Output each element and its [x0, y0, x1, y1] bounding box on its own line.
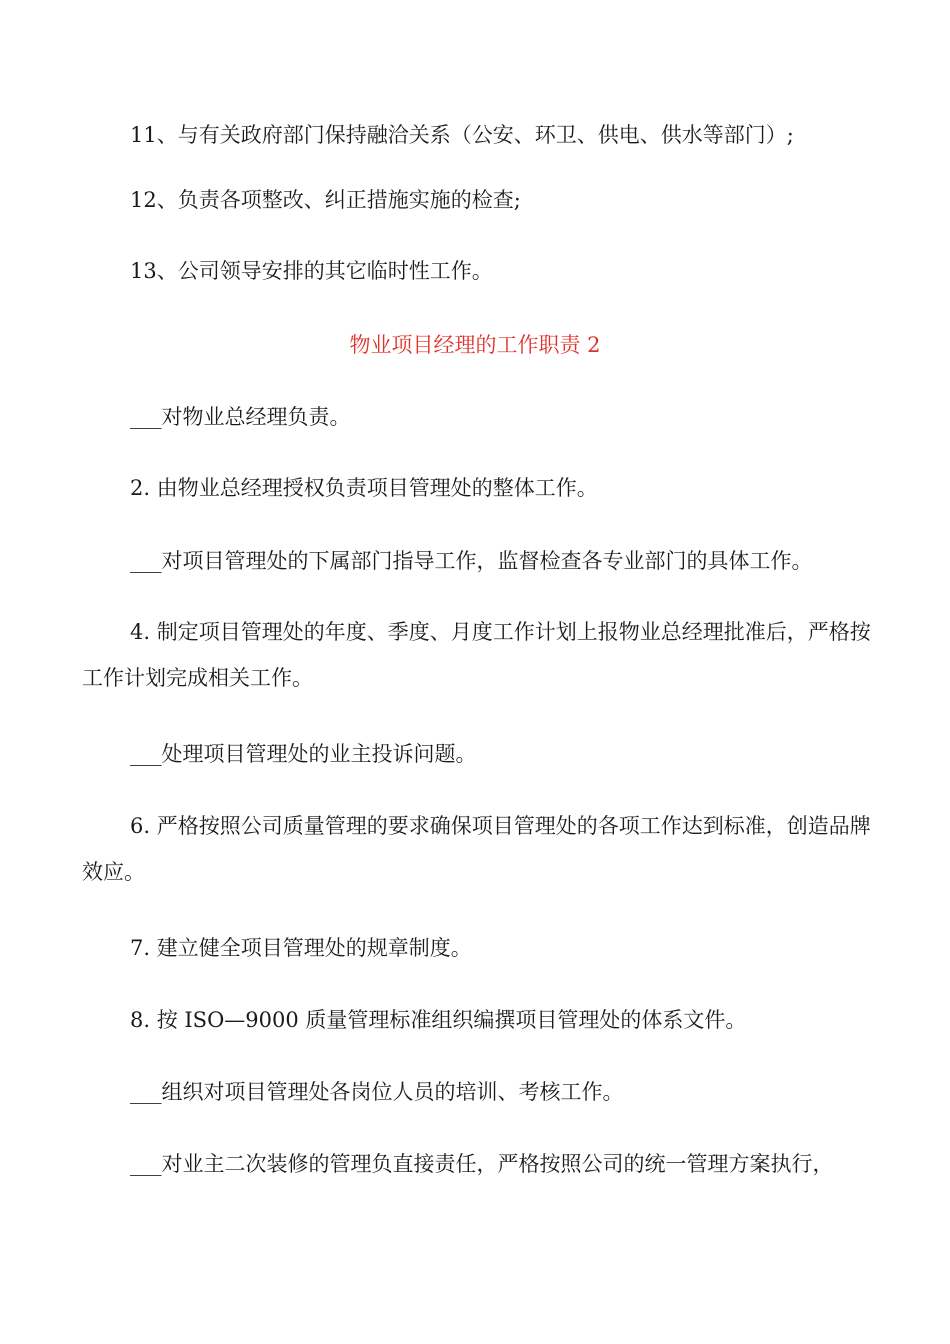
- paragraph-item-13: 13、公司领导安排的其它临时性工作。: [130, 259, 493, 283]
- paragraph-item-12: 12、负责各项整改、纠正措施实施的检查;: [130, 188, 521, 212]
- paragraph-duty-5: ___处理项目管理处的业主投诉问题。: [130, 742, 477, 766]
- paragraph-duty-10: ___对业主二次装修的管理负直接责任，严格按照公司的统一管理方案执行，: [130, 1152, 834, 1176]
- paragraph-duty-8: 8. 按 ISO—9000 质量管理标准组织编撰项目管理处的体系文件。: [130, 1008, 747, 1032]
- paragraph-duty-2: 2. 由物业总经理授权负责项目管理处的整体工作。: [130, 476, 598, 500]
- section-heading: 物业项目经理的工作职责 2: [349, 333, 601, 357]
- paragraph-duty-4: 4. 制定项目管理处的年度、季度、月度工作计划上报物业总经理批准后，严格按工作计划完成相关工作。: [82, 620, 871, 690]
- paragraph-duty-9: ___组织对项目管理处各岗位人员的培训、考核工作。: [130, 1080, 624, 1104]
- paragraph-item-11: 11、与有关政府部门保持融洽关系（公安、环卫、供电、供水等部门）;: [130, 123, 794, 147]
- paragraph-duty-6: 6. 严格按照公司质量管理的要求确保项目管理处的各项工作达到标准，创造品牌效应。: [82, 814, 871, 884]
- paragraph-duty-7: 7. 建立健全项目管理处的规章制度。: [130, 936, 472, 960]
- paragraph-duty-3: ___对项目管理处的下属部门指导工作，监督检查各专业部门的具体工作。: [130, 549, 813, 573]
- paragraph-duty-1: ___对物业总经理负责。: [130, 405, 351, 429]
